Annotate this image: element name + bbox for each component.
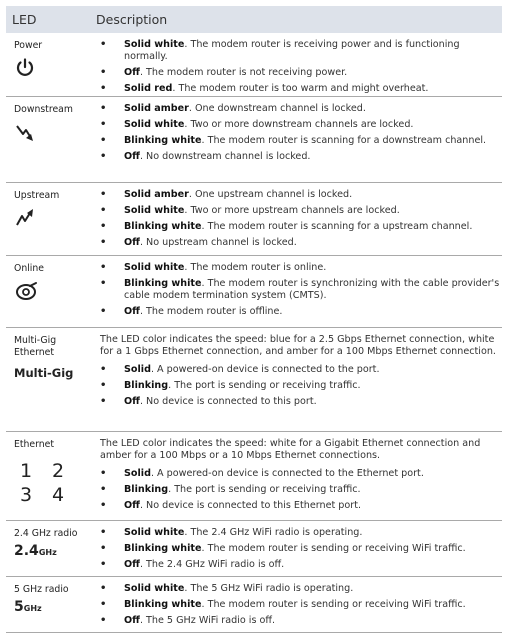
list-item: • Off. The modem router is not receiving power.	[96, 67, 502, 79]
led-name: Downstream	[14, 104, 73, 115]
list-item: • Solid white. The 2.4 GHz WiFi radio is operating.	[96, 527, 502, 539]
led-name: Online	[14, 263, 44, 274]
led-table	[6, 6, 502, 633]
led-name: Multi-Gig Ethernet	[14, 335, 57, 358]
list-item: • Solid white. The modem router is receiving power and is functioning normally.	[96, 39, 502, 63]
led-name: Ethernet	[14, 439, 55, 450]
list-item: • Off. No device is connected to this port.	[96, 396, 502, 408]
list-item: • Blinking white. The modem router is sending or receiving WiFi traffic.	[96, 599, 502, 611]
ethernet-port-numbers: 1 2 3 4	[20, 459, 65, 506]
list-item: • Off. No device is connected to this Ethernet port.	[96, 500, 502, 512]
led-name: 2.4 GHz radio	[14, 528, 78, 539]
list-item: • Off. The 2.4 GHz WiFi radio is off.	[96, 559, 502, 571]
list-item: • Solid white. The 5 GHz WiFi radio is operating.	[96, 583, 502, 595]
table-row-ethernet	[6, 432, 502, 521]
power-icon	[14, 57, 36, 79]
table-header	[6, 6, 502, 33]
list-item: • Solid. A powered-on device is connected to the Ethernet port.	[96, 468, 502, 480]
intro-text: The LED color indicates the speed: blue for a 2.5 Gbps Ethernet connection, white for a 1 Gbps Ethernet connection, and amber for a 100 Mbps Ethernet connection.	[100, 334, 496, 358]
table-row-upstream	[6, 183, 502, 256]
list-item: • Off. No downstream channel is locked.	[96, 151, 502, 163]
upstream-arrow-icon	[14, 207, 36, 229]
intro-text: The LED color indicates the speed: white for a Gigabit Ethernet connection and amber for a 100 Mbps or a 10 Mbps Ethernet connections.	[100, 438, 481, 462]
online-globe-icon	[14, 280, 40, 302]
list-item: • Solid white. Two or more upstream channels are locked.	[96, 205, 502, 217]
list-item: • Off. The modem router is offline.	[96, 306, 502, 318]
table-row-online	[6, 256, 502, 328]
table-row-multi-gig	[6, 328, 502, 432]
led-name: 5 GHz radio	[14, 584, 69, 595]
led-name: Upstream	[14, 190, 60, 201]
table-row-5ghz	[6, 577, 502, 633]
list-item: • Blinking white. The modem router is scanning for a upstream channel.	[96, 221, 502, 233]
radio-2-4ghz-label: 2.4GHz	[14, 542, 57, 559]
list-item: • Blinking. The port is sending or receiving traffic.	[96, 380, 502, 392]
list-item: • Solid amber. One upstream channel is locked.	[96, 189, 502, 201]
list-item: • Blinking. The port is sending or receiving traffic.	[96, 484, 502, 496]
multi-gig-label: Multi-Gig	[14, 366, 74, 380]
table-row-downstream	[6, 97, 502, 183]
list-item: • Blinking white. The modem router is sending or receiving WiFi traffic.	[96, 543, 502, 555]
led-name: Power	[14, 40, 43, 51]
list-item: • Solid red. The modem router is too warm and might overheat.	[96, 83, 502, 95]
list-item: • Solid. A powered-on device is connected to the port.	[96, 364, 502, 376]
header-description: Description	[96, 12, 168, 27]
list-item: • Blinking white. The modem router is synchronizing with the cable provider's cable modem termination system (CMTS).	[96, 278, 502, 302]
list-item: • Solid white. The modem router is online.	[96, 262, 502, 274]
list-item: • Off. The 5 GHz WiFi radio is off.	[96, 615, 502, 627]
list-item: • Solid amber. One downstream channel is locked.	[96, 103, 502, 115]
list-item: • Off. No upstream channel is locked.	[96, 237, 502, 249]
list-item: • Blinking white. The modem router is scanning for a downstream channel.	[96, 135, 502, 147]
header-led: LED	[12, 12, 37, 27]
list-item: • Solid white. Two or more downstream channels are locked.	[96, 119, 502, 131]
table-row-power	[6, 33, 502, 97]
downstream-arrow-icon	[14, 121, 36, 143]
radio-5ghz-label: 5GHz	[14, 598, 42, 615]
table-row-2-4ghz	[6, 521, 502, 577]
